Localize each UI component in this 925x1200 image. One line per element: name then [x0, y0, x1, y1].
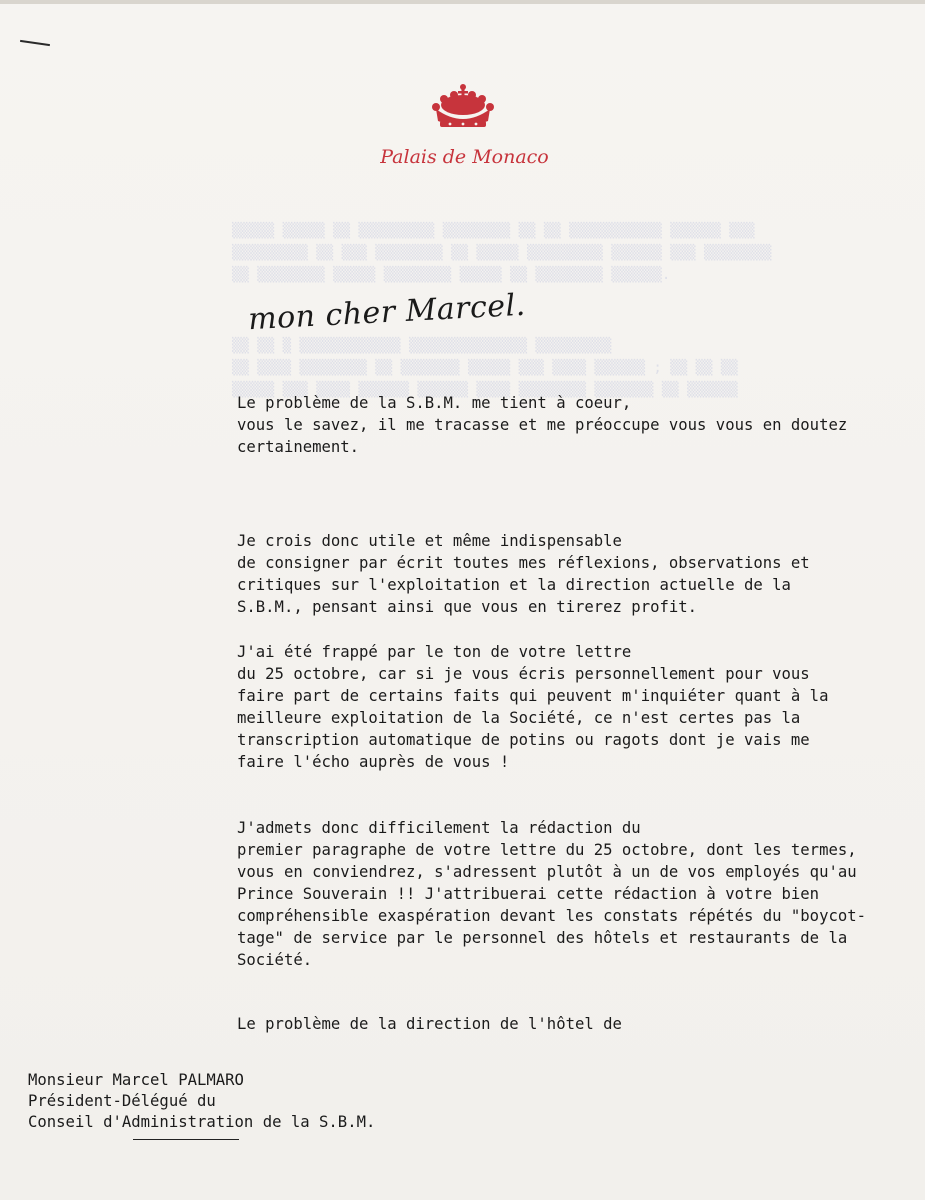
paragraph-2: Je crois donc utile et même indispensable de consigner par écrit toutes mes réflexions, observations et critiques sur l'exploitation et la direction actuelle de la S.B.M., pensant ainsi que vous en tirerez profit.: [237, 532, 810, 616]
letterhead-title: Palais de Monaco: [380, 146, 549, 168]
red-crown-icon: [430, 83, 496, 133]
recipient-block: [28, 1070, 375, 1133]
paragraph-5: Le problème de la direction de l'hôtel de: [237, 1015, 622, 1033]
pin-mark: [20, 40, 50, 46]
paragraph-1: Le problème de la S.B.M. me tient à coeur, vous le savez, il me tracasse et me préoccupe vous vous en doutez certainement.: [237, 394, 848, 456]
handwritten-salutation: mon cher Marcel.: [247, 287, 527, 338]
paragraph-4: J'admets donc difficilement la rédaction du premier paragraphe de votre lettre du 25 octobre, dont les termes, vous en conviendrez, s'adressent plutôt à un de vos employés qu'au Prince Souverain !! J'attribuerai cette rédaction à votre bien compréhensible exaspération devant les constats répétés du "boycot- tage" de service par le personnel des hôtels et restaurants de la Société.: [237, 819, 867, 969]
show-through-text: ▒▒▒▒▒ ▒▒▒▒▒ ▒▒ ▒▒▒▒▒▒▒▒▒ ▒▒▒▒▒▒▒▒ ▒▒ ▒▒ ▒▒▒▒▒▒▒▒▒▒▒ ▒▒▒▒▒▒ ▒▒▒ ▒▒▒▒▒▒▒▒▒ ▒▒ ▒▒▒ ▒▒▒▒▒▒▒▒ ▒▒ ▒▒▒▒▒ ▒▒▒▒▒▒▒▒▒ ▒▒▒▒▒▒ ▒▒▒ ▒▒▒▒▒▒▒▒ ▒▒ ▒▒▒▒▒▒▒▒ ▒▒▒▒▒ ▒▒▒▒▒▒▒▒ ▒▒▒▒▒ ▒▒ ▒▒▒▒▒▒▒▒ ▒▒▒▒▒▒.: [232, 223, 772, 283]
recipient-organization: Conseil d'Administration de la S.B.M.: [28, 1113, 376, 1131]
page-top-edge: [0, 0, 925, 4]
recipient-title: Président-Délégué du: [28, 1092, 216, 1110]
show-through-text: ▒▒ ▒▒ ▒ ▒▒▒▒▒▒▒▒▒▒▒▒ ▒▒▒▒▒▒▒▒▒▒▒▒▒▒ ▒▒▒▒▒▒▒▒▒ ▒▒ ▒▒▒▒ ▒▒▒▒▒▒▒▒ ▒▒ ▒▒▒▒▒▒▒ ▒▒▒▒▒ ▒▒▒ ▒▒▒▒ ▒▒▒▒▒▒ ; ▒▒ ▒▒ ▒▒ ▒▒▒▒▒ ▒▒▒ ▒▒▒▒ ▒▒▒▒▒▒ ▒▒▒▒▒▒ ▒▒▒▒ ▒▒▒▒▒▒▒▒ ▒▒▒▒▒▒▒ ▒▒ ▒▒▒▒▒▒: [232, 338, 738, 398]
recipient-name: Monsieur Marcel PALMARO: [28, 1071, 244, 1089]
paragraph-3: J'ai été frappé par le ton de votre lettre du 25 octobre, car si je vous écris personnellement pour vous faire part de certains faits qui peuvent m'inquiéter quant à la meilleure exploitation de la Société, ce n'est certes pas la transcription automatique de potins ou ragots dont je vais me faire l'écho auprès de vous !: [237, 643, 829, 771]
signature-rule: [133, 1139, 239, 1140]
